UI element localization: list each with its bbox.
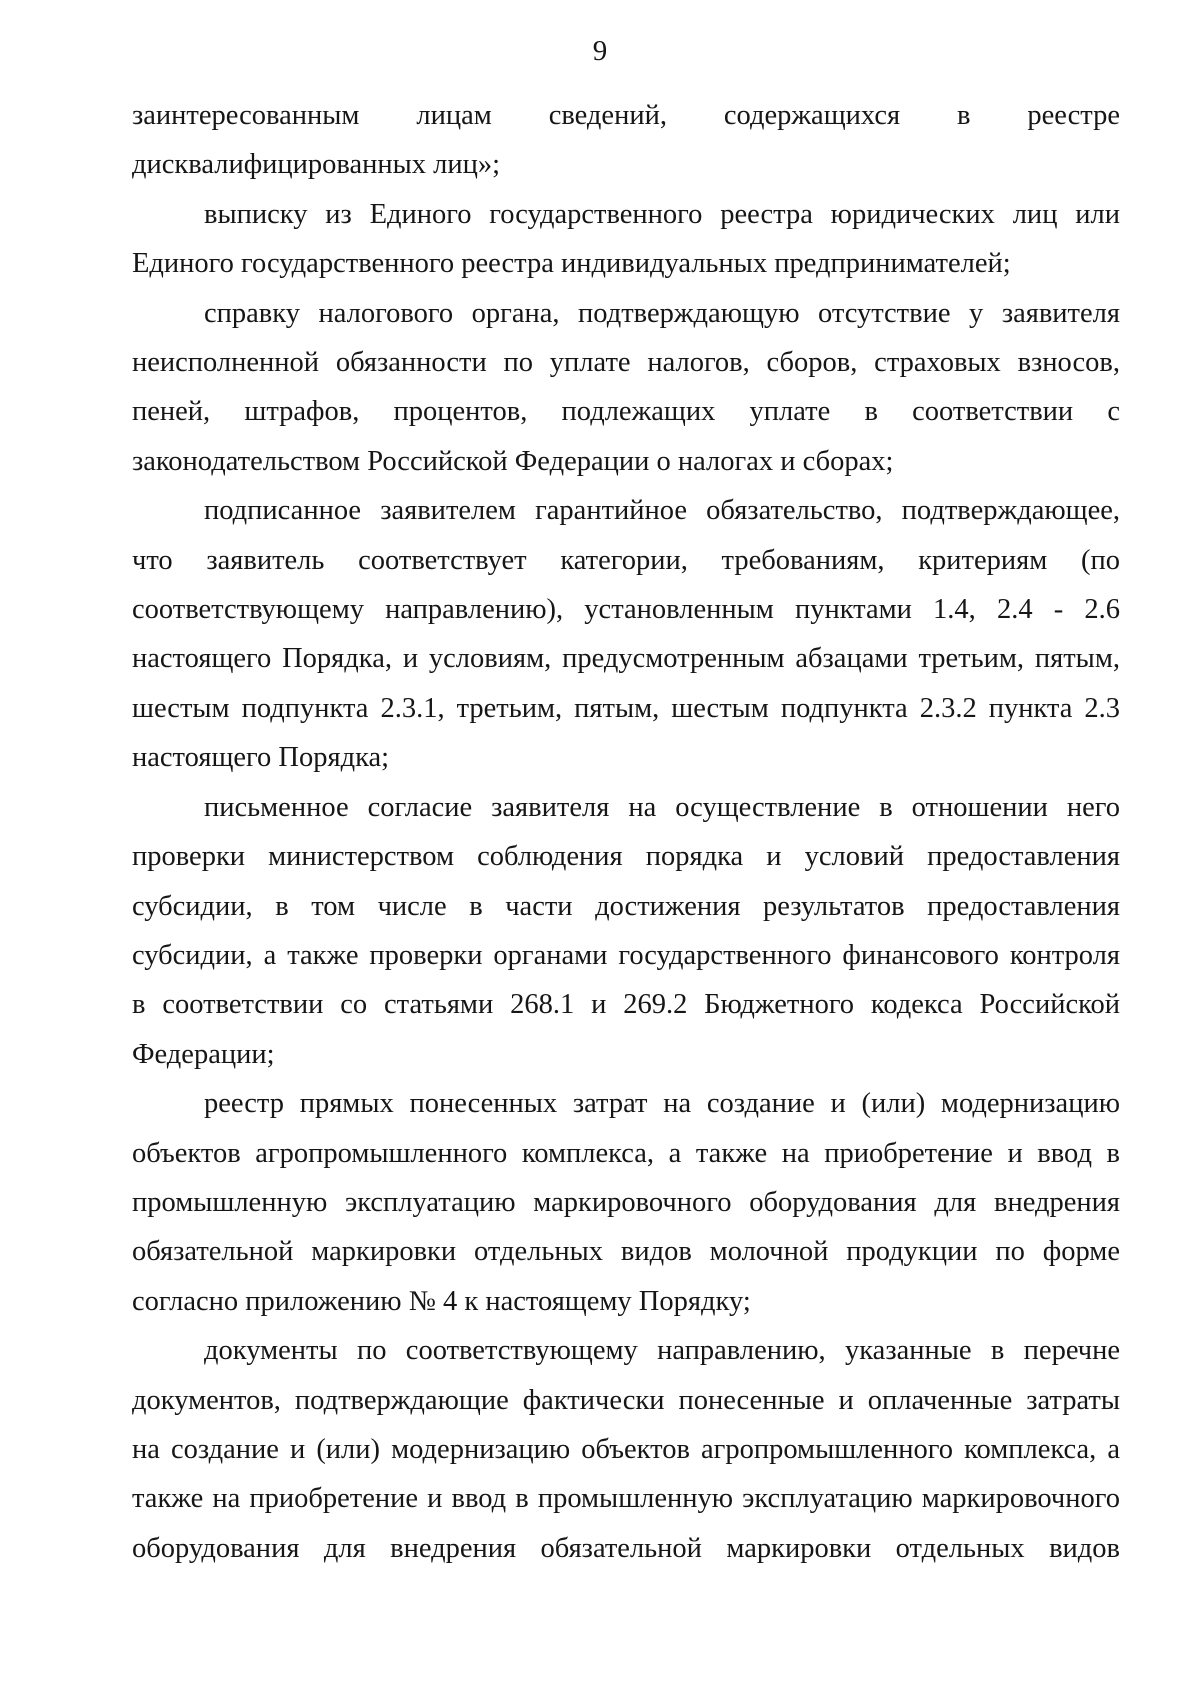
text-line: промышленную эксплуатацию маркировочного оборудования для внедрения [132, 1186, 1120, 1218]
text-line: на создание и (или) модернизацию объектов агропромышленного комплекса, а [132, 1433, 1120, 1465]
text-line: справку налогового органа, подтверждающую отсутствие у заявителя [204, 297, 1120, 329]
text-line: субсидии, в том числе в части достижения результатов предоставления [132, 890, 1120, 922]
text-line: реестр прямых понесенных затрат на создание и (или) модернизацию [204, 1088, 1120, 1120]
page-number: 9 [592, 35, 608, 67]
text-line: дисквалифицированных лиц»; [132, 149, 501, 181]
text-line: подписанное заявителем гарантийное обязательство, подтверждающее, [204, 495, 1120, 527]
text-line: шестым подпункта 2.3.1, третьим, пятым, шестым подпункта 2.3.2 пункта 2.3 [132, 692, 1120, 724]
text-line: письменное согласие заявителя на осуществление в отношении него [204, 791, 1120, 823]
text-line: документы по соответствующему направлению, указанные в перечне [204, 1335, 1120, 1367]
text-line: Федерации; [132, 1038, 275, 1070]
text-line: также на приобретение и ввод в промышленную эксплуатацию маркировочного [132, 1483, 1120, 1515]
text-line: законодательством Российской Федерации о налогах и сборах; [132, 445, 894, 477]
text-line: выписку из Единого государственного реестра юридических лиц или [204, 198, 1120, 230]
text-line: проверки министерством соблюдения порядка и условий предоставления [132, 841, 1120, 873]
text-line: оборудования для внедрения обязательной маркировки отдельных видов [132, 1532, 1120, 1564]
text-line: что заявитель соответствует категории, требованиям, критериям (по [132, 544, 1120, 576]
text-line: Единого государственного реестра индивидуальных предпринимателей; [132, 248, 1011, 280]
text-line: обязательной маркировки отдельных видов молочной продукции по форме [132, 1236, 1120, 1268]
text-line: неисполненной обязанности по уплате налогов, сборов, страховых взносов, [132, 347, 1120, 379]
text-line: объектов агропромышленного комплекса, а также на приобретение и ввод в [132, 1137, 1120, 1169]
text-line: в соответствии со статьями 268.1 и 269.2 Бюджетного кодекса Российской [132, 989, 1120, 1021]
text-line: настоящего Порядка, и условиям, предусмотренным абзацами третьим, пятым, [132, 643, 1120, 675]
text-line: согласно приложению № 4 к настоящему Порядку; [132, 1285, 751, 1317]
text-line: документов, подтверждающие фактически понесенные и оплаченные затраты [132, 1384, 1120, 1416]
text-line: субсидии, а также проверки органами государственного финансового контроля [132, 939, 1120, 971]
text-line: соответствующему направлению), установленным пунктами 1.4, 2.4 - 2.6 [132, 594, 1120, 626]
text-line: заинтересованным лицам сведений, содержащихся в реестре [132, 100, 1120, 131]
text-line: настоящего Порядка; [132, 742, 390, 774]
document-body [132, 91, 1120, 1573]
text-line: пеней, штрафов, процентов, подлежащих уплате в соответствии с [132, 396, 1120, 428]
